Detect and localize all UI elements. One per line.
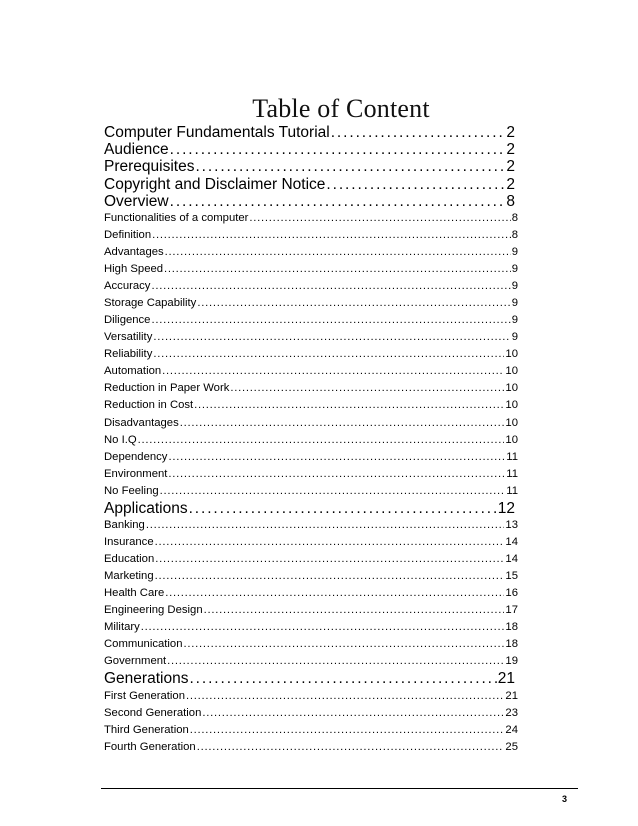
dot-leader: [331, 124, 506, 141]
toc-entry-page: 9: [511, 246, 518, 259]
toc-entry-page: 12: [497, 499, 515, 517]
toc-entry-label: Banking: [104, 518, 145, 531]
dot-leader: [197, 739, 505, 756]
toc-entry-label: Audience: [104, 141, 169, 159]
dot-leader: [202, 705, 504, 722]
toc-entry-label: Reliability: [104, 348, 153, 361]
toc-subsection-entry[interactable]: [104, 380, 518, 397]
toc-subsection-entry[interactable]: [104, 568, 518, 585]
toc-entry-label: Functionalities of a computer: [104, 211, 249, 224]
dot-leader: [249, 210, 510, 227]
toc-entry-page: 23: [505, 706, 518, 719]
toc-entry-label: Education: [104, 553, 155, 566]
dot-leader: [146, 517, 505, 534]
toc-section-entry[interactable]: [104, 124, 518, 141]
toc-entry-label: Prerequisites: [104, 158, 195, 176]
toc-entry-page: 16: [505, 587, 518, 600]
toc-section-entry[interactable]: [104, 670, 518, 687]
toc-entry-page: 25: [505, 740, 518, 753]
toc-entry-label: Storage Capability: [104, 297, 197, 310]
dot-leader: [170, 141, 506, 158]
toc-subsection-entry[interactable]: [104, 619, 518, 636]
dot-leader: [189, 500, 497, 517]
toc-entry-page: 21: [497, 670, 515, 688]
toc-entry-page: 2: [506, 141, 515, 159]
toc-entry-page: 2: [506, 175, 515, 193]
toc-section-entry[interactable]: [104, 176, 518, 193]
toc-entry-label: Fourth Generation: [104, 740, 196, 753]
toc-entry-label: High Speed: [104, 263, 164, 276]
toc-entry-label: Copyright and Disclaimer Notice: [104, 175, 326, 193]
dot-leader: [168, 449, 505, 466]
toc-entry-page: 9: [511, 280, 518, 293]
toc-subsection-entry[interactable]: [104, 329, 518, 346]
toc-entry-page: 18: [505, 621, 518, 634]
toc-entry-label: Disadvantages: [104, 416, 179, 429]
dot-leader: [153, 346, 504, 363]
dot-leader: [138, 432, 505, 449]
dot-leader: [155, 551, 504, 568]
dot-leader: [204, 602, 505, 619]
table-of-contents: [104, 124, 518, 756]
toc-entry-page: 11: [506, 484, 518, 497]
toc-entry-page: 17: [505, 604, 518, 617]
dot-leader: [141, 619, 505, 636]
toc-subsection-entry[interactable]: [104, 415, 518, 432]
toc-subsection-entry[interactable]: [104, 397, 518, 414]
toc-subsection-entry[interactable]: [104, 295, 518, 312]
dot-leader: [165, 585, 504, 602]
toc-entry-page: 18: [505, 638, 518, 651]
toc-entry-page: 10: [505, 382, 518, 395]
toc-entry-label: Reduction in Cost: [104, 399, 194, 412]
toc-entry-label: Generations: [104, 670, 189, 688]
dot-leader: [160, 483, 506, 500]
dot-leader: [186, 688, 504, 705]
toc-entry-page: 2: [506, 158, 515, 176]
footer-divider: [101, 788, 578, 789]
toc-entry-page: 14: [505, 535, 518, 548]
toc-subsection-entry[interactable]: [104, 602, 518, 619]
page-number: 3: [562, 794, 568, 804]
toc-entry-label: Applications: [104, 499, 188, 517]
dot-leader: [151, 312, 510, 329]
toc-entry-label: First Generation: [104, 689, 185, 702]
toc-subsection-entry[interactable]: [104, 688, 518, 705]
dot-leader: [326, 176, 505, 193]
toc-entry-page: 9: [511, 331, 518, 344]
toc-entry-label: Engineering Design: [104, 604, 203, 617]
toc-entry-label: Reduction in Paper Work: [104, 382, 230, 395]
toc-subsection-entry[interactable]: [104, 227, 518, 244]
toc-subsection-entry[interactable]: [104, 585, 518, 602]
toc-entry-page: 2: [506, 124, 515, 141]
toc-entry-page: 9: [511, 314, 518, 327]
toc-entry-label: Versatility: [104, 331, 153, 344]
toc-title: Table of Content: [252, 94, 430, 123]
toc-entry-page: 10: [505, 416, 518, 429]
toc-section-entry[interactable]: [104, 500, 518, 517]
dot-leader: [152, 227, 511, 244]
toc-entry-page: 11: [506, 467, 518, 480]
toc-entry-page: 8: [511, 228, 518, 241]
toc-entry-page: 11: [506, 450, 518, 463]
toc-section-entry[interactable]: [104, 141, 518, 158]
toc-subsection-entry[interactable]: [104, 432, 518, 449]
toc-subsection-entry[interactable]: [104, 722, 518, 739]
toc-subsection-entry[interactable]: [104, 551, 518, 568]
toc-entry-label: Second Generation: [104, 706, 202, 719]
toc-entry-label: No Feeling: [104, 484, 159, 497]
toc-entry-page: 10: [505, 348, 518, 361]
toc-entry-label: Accuracy: [104, 280, 151, 293]
toc-entry-label: Dependency: [104, 450, 168, 463]
toc-entry-page: 8: [506, 192, 515, 210]
dot-leader: [190, 722, 505, 739]
toc-entry-page: 19: [505, 655, 518, 668]
dot-leader: [195, 158, 505, 175]
toc-entry-label: Environment: [104, 467, 168, 480]
toc-entry-label: Computer Fundamentals Tutorial: [104, 124, 330, 141]
toc-entry-page: 15: [505, 570, 518, 583]
toc-subsection-entry[interactable]: [104, 517, 518, 534]
toc-entry-page: 8: [511, 211, 518, 224]
toc-entry-label: Definition: [104, 228, 152, 241]
toc-subsection-entry[interactable]: [104, 261, 518, 278]
dot-leader: [153, 329, 510, 346]
toc-subsection-entry[interactable]: [104, 278, 518, 295]
dot-leader: [180, 415, 505, 432]
toc-subsection-entry[interactable]: [104, 483, 518, 500]
toc-entry-label: Third Generation: [104, 723, 189, 736]
dot-leader: [165, 244, 511, 261]
toc-entry-page: 10: [505, 365, 518, 378]
dot-leader: [197, 295, 510, 312]
dot-leader: [151, 278, 510, 295]
toc-entry-label: Insurance: [104, 535, 154, 548]
dot-leader: [162, 363, 504, 380]
dot-leader: [183, 636, 504, 653]
dot-leader: [168, 466, 505, 483]
toc-subsection-entry[interactable]: [104, 363, 518, 380]
toc-entry-label: Military: [104, 621, 140, 634]
toc-entry-label: Health Care: [104, 587, 165, 600]
dot-leader: [189, 670, 496, 687]
toc-section-entry[interactable]: [104, 158, 518, 175]
dot-leader: [164, 261, 511, 278]
toc-entry-page: 21: [505, 689, 518, 702]
toc-entry-label: Overview: [104, 192, 169, 210]
dot-leader: [155, 534, 505, 551]
toc-subsection-entry[interactable]: [104, 449, 518, 466]
toc-subsection-entry[interactable]: [104, 653, 518, 670]
toc-entry-page: 24: [505, 723, 518, 736]
toc-entry-page: 10: [505, 399, 518, 412]
toc-subsection-entry[interactable]: [104, 739, 518, 756]
toc-subsection-entry[interactable]: [104, 534, 518, 551]
dot-leader: [194, 397, 504, 414]
toc-subsection-entry[interactable]: [104, 244, 518, 261]
toc-entry-page: 9: [511, 297, 518, 310]
dot-leader: [170, 193, 506, 210]
toc-subsection-entry[interactable]: [104, 466, 518, 483]
toc-entry-page: 10: [505, 433, 518, 446]
toc-entry-page: 13: [505, 518, 518, 531]
toc-entry-label: No I.Q: [104, 433, 137, 446]
dot-leader: [155, 568, 505, 585]
dot-leader: [167, 653, 504, 670]
toc-subsection-entry[interactable]: [104, 346, 518, 363]
toc-entry-page: 14: [505, 553, 518, 566]
toc-entry-label: Diligence: [104, 314, 151, 327]
toc-subsection-entry[interactable]: [104, 210, 518, 227]
toc-subsection-entry[interactable]: [104, 312, 518, 329]
toc-subsection-entry[interactable]: [104, 636, 518, 653]
toc-entry-label: Government: [104, 655, 167, 668]
toc-entry-label: Communication: [104, 638, 183, 651]
toc-entry-page: 9: [511, 263, 518, 276]
toc-entry-label: Advantages: [104, 246, 164, 259]
dot-leader: [230, 380, 504, 397]
toc-section-entry[interactable]: [104, 193, 518, 210]
toc-entry-label: Marketing: [104, 570, 154, 583]
toc-subsection-entry[interactable]: [104, 705, 518, 722]
toc-entry-label: Automation: [104, 365, 162, 378]
